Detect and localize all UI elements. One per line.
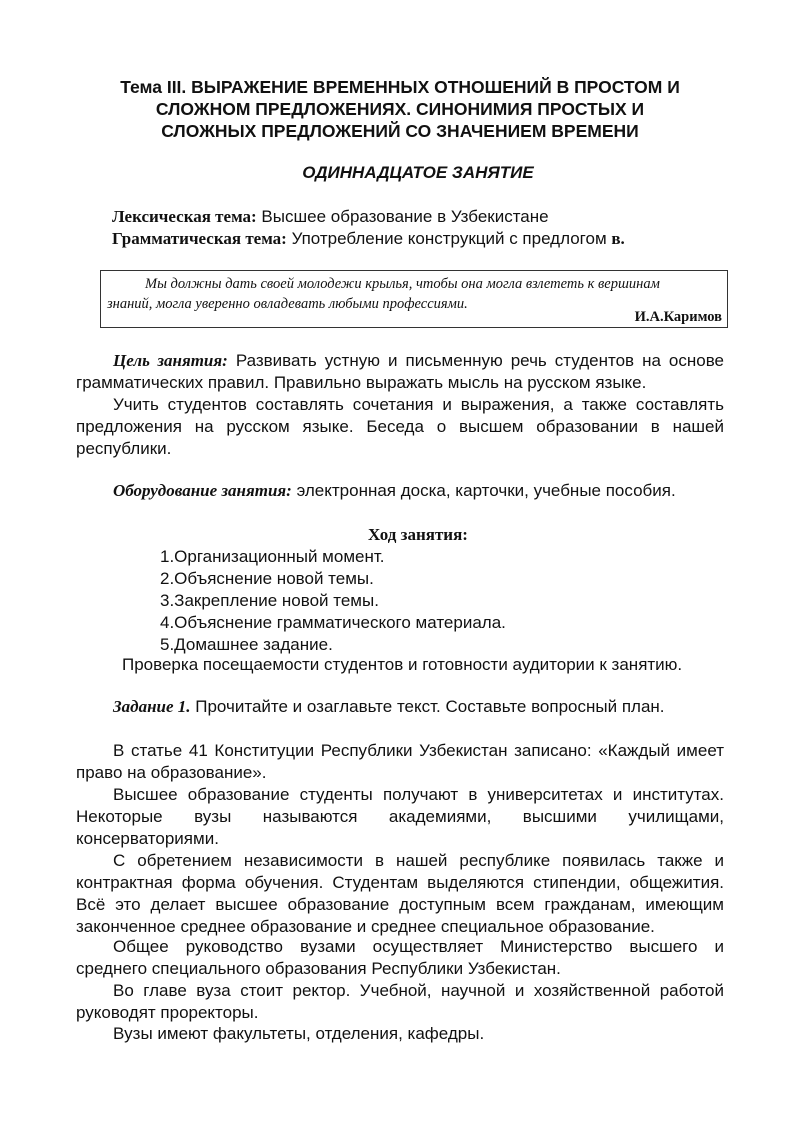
text-paragraph: Общее руководство вузами осуществляет Министерство высшего и среднего специального образования Республики Узбекистан.: [76, 937, 724, 978]
title-line-2: СЛОЖНОМ ПРЕДЛОЖЕНИЯХ. СИНОНИМИЯ ПРОСТЫХ И: [155, 99, 645, 119]
lesson-equipment: [76, 480, 724, 502]
equipment-label: Оборудование занятия:: [113, 481, 292, 500]
epigraph-quote-box: [100, 270, 728, 328]
quote-author: И.А.Каримов: [634, 309, 722, 325]
lesson-flow-steps: [160, 546, 506, 656]
document-title: [76, 76, 724, 142]
lexical-topic-value: Высшее образование в Узбекистане: [256, 207, 549, 226]
list-item: 1.Организационный момент.: [160, 547, 385, 566]
grammar-topic-preposition: в.: [611, 229, 625, 248]
text-paragraph: Во главе вуза стоит ректор. Учебной, научной и хозяйственной работой руководят проректоры.: [76, 981, 724, 1022]
lesson-goal: [76, 350, 724, 394]
text-paragraph: Вузы имеют факультеты, отделения, кафедры.: [113, 1024, 485, 1043]
lexical-topic: [112, 206, 625, 228]
lesson-topics: [112, 206, 625, 250]
list-item: 3.Закрепление новой темы.: [160, 591, 379, 610]
title-line-3: СЛОЖНЫХ ПРЕДЛОЖЕНИЙ СО ЗНАЧЕНИЕМ ВРЕМЕНИ: [161, 121, 639, 141]
text-paragraph: В статье 41 Конституции Республики Узбекистан записано: «Каждый имеет право на образование».: [76, 741, 724, 782]
task-1: [76, 696, 724, 718]
lesson-subtitle: ОДИННАДЦАТОЕ ЗАНЯТИЕ: [302, 163, 534, 182]
task-1-label: Задание 1.: [113, 697, 191, 716]
grammar-topic-value: Употребление конструкций с предлогом: [286, 229, 612, 248]
list-item: 5.Домашнее задание.: [160, 635, 333, 654]
list-item: 2.Объяснение новой темы.: [160, 569, 374, 588]
task-1-text: Прочитайте и озаглавьте текст. Составьте вопросный план.: [190, 697, 665, 716]
lesson-goal-2: Учить студентов составлять сочетания и выражения, а также составлять предложения на русском языке. Беседа о высшем образовании в нашей республики.: [76, 395, 724, 458]
quote-line-1: Мы должны дать своей молодежи крылья, чтобы она могла взлететь к вершинам: [145, 276, 660, 292]
title-line-1: Тема III. ВЫРАЖЕНИЕ ВРЕМЕННЫХ ОТНОШЕНИЙ В ПРОСТОМ И: [120, 77, 680, 97]
lesson-flow-heading: Ход занятия:: [368, 525, 468, 544]
grammar-topic: [112, 228, 625, 250]
text-paragraph: Высшее образование студенты получают в университетах и институтах. Некоторые вузы называются академиями, высшими училищами, консерваториями.: [76, 785, 724, 848]
goal-label: Цель занятия:: [113, 351, 228, 370]
lexical-topic-label: Лексическая тема:: [112, 207, 257, 226]
attendance-check: Проверка посещаемости студентов и готовности аудитории к занятию.: [122, 655, 683, 674]
list-item: 4.Объяснение грамматического материала.: [160, 613, 506, 632]
quote-line-2: знаний, могла уверенно овладевать любыми профессиями.: [107, 296, 468, 312]
text-paragraph: С обретением независимости в нашей республике появилась также и контрактная форма обучения. Студентам выделяются стипендии, общежития. Всё это делает высшее образование доступным всем гражданам, имеющим законченное среднее образование и среднее специальное образование.: [76, 851, 724, 936]
goal-text: Развивать устную и письменную речь студентов на основе грамматических правил. Правильно выражать мысль на русском языке.: [76, 351, 725, 392]
grammar-topic-label: Грамматическая тема:: [112, 229, 287, 248]
equipment-text: электронная доска, карточки, учебные пособия.: [291, 481, 676, 500]
